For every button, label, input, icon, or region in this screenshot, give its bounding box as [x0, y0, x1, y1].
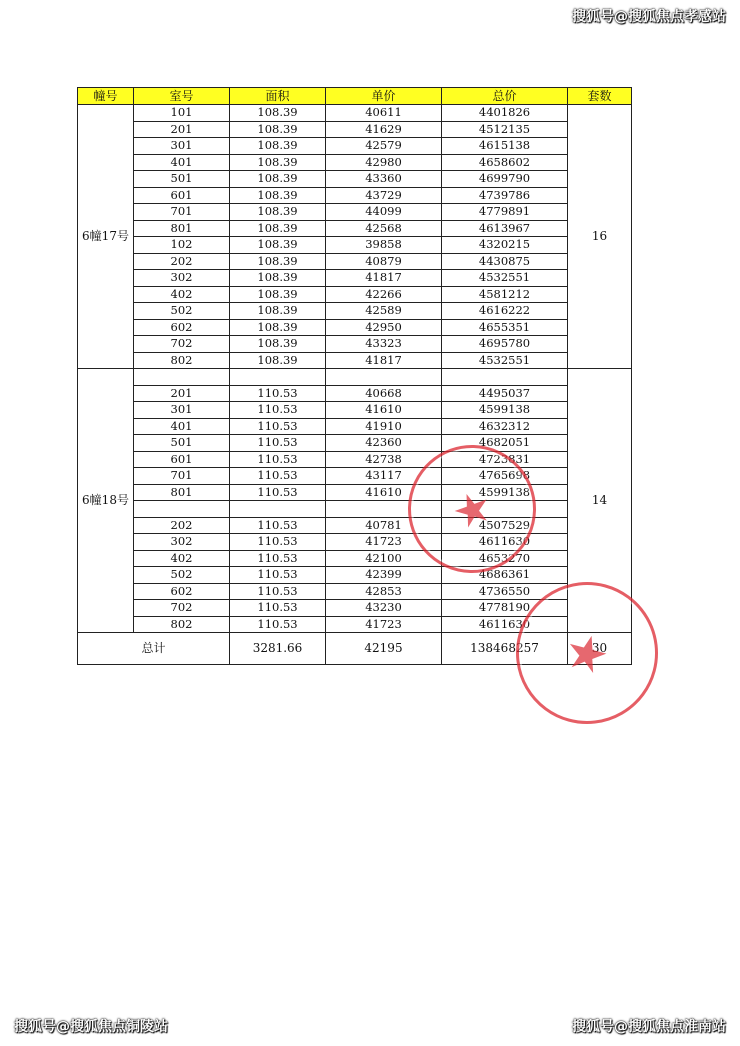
area-cell: 110.53: [230, 435, 326, 452]
table-row: [78, 369, 632, 386]
total-price-cell: 4599138: [442, 402, 568, 419]
room-cell: 801: [134, 484, 230, 501]
total-price-cell: 4778190: [442, 600, 568, 617]
total-price-cell: 4512135: [442, 121, 568, 138]
area-cell: 110.53: [230, 600, 326, 617]
table-row: [78, 468, 632, 485]
total-price-cell: 4653270: [442, 550, 568, 567]
room-cell: 802: [134, 352, 230, 369]
area-cell: 110.53: [230, 550, 326, 567]
table-row: [78, 517, 632, 534]
total-price-cell: 4695780: [442, 336, 568, 353]
area-cell: 110.53: [230, 517, 326, 534]
unit-price-cell: 42399: [326, 567, 442, 584]
unit-price-cell: 42100: [326, 550, 442, 567]
unit-price-cell: [326, 369, 442, 386]
area-cell: 108.39: [230, 237, 326, 254]
seal-star-icon: [449, 486, 495, 532]
unit-price-cell: 41629: [326, 121, 442, 138]
room-cell: 201: [134, 385, 230, 402]
area-cell: 110.53: [230, 385, 326, 402]
total-price-cell: 4739786: [442, 187, 568, 204]
room-cell: 202: [134, 517, 230, 534]
area-cell: 110.53: [230, 534, 326, 551]
room-cell: 401: [134, 154, 230, 171]
room-cell: 802: [134, 616, 230, 633]
room-cell: 301: [134, 138, 230, 155]
watermark-bottom-left: 搜狐号@搜狐焦点铜陵站: [14, 1019, 168, 1035]
area-cell: 110.53: [230, 468, 326, 485]
area-cell: 110.53: [230, 583, 326, 600]
total-total-price: 138468257: [442, 633, 568, 665]
table-row: [78, 534, 632, 551]
count-cell: 14: [568, 369, 632, 633]
area-cell: [230, 369, 326, 386]
total-price-cell: 4736550: [442, 583, 568, 600]
room-cell: 701: [134, 204, 230, 221]
total-unit-price: 42195: [326, 633, 442, 665]
area-cell: 110.53: [230, 567, 326, 584]
room-cell: 401: [134, 418, 230, 435]
header-area: 面积: [230, 88, 326, 105]
unit-price-cell: 42980: [326, 154, 442, 171]
unit-price-cell: 41817: [326, 270, 442, 287]
room-cell: 501: [134, 435, 230, 452]
header-count: 套数: [568, 88, 632, 105]
total-price-cell: 4655351: [442, 319, 568, 336]
room-cell: 302: [134, 270, 230, 287]
room-cell: 601: [134, 187, 230, 204]
table-row: [78, 418, 632, 435]
table-row: [78, 286, 632, 303]
total-price-cell: [442, 369, 568, 386]
unit-price-cell: 42266: [326, 286, 442, 303]
table-row: [78, 220, 632, 237]
total-price-cell: 4495037: [442, 385, 568, 402]
unit-price-cell: 43117: [326, 468, 442, 485]
total-price-cell: 4632312: [442, 418, 568, 435]
room-cell: 502: [134, 303, 230, 320]
table-row: [78, 352, 632, 369]
unit-price-cell: 41723: [326, 616, 442, 633]
area-cell: 110.53: [230, 451, 326, 468]
room-cell: 102: [134, 237, 230, 254]
table-row: [78, 138, 632, 155]
total-price-cell: 4723831: [442, 451, 568, 468]
table-row: [78, 550, 632, 567]
table-row: [78, 402, 632, 419]
area-cell: 110.53: [230, 616, 326, 633]
total-price-cell: 4532551: [442, 352, 568, 369]
area-cell: 108.39: [230, 286, 326, 303]
area-cell: 108.39: [230, 171, 326, 188]
unit-price-cell: 40668: [326, 385, 442, 402]
room-cell: 201: [134, 121, 230, 138]
area-cell: 108.39: [230, 204, 326, 221]
unit-price-cell: 40611: [326, 105, 442, 122]
total-price-cell: 4765698: [442, 468, 568, 485]
unit-price-cell: 42950: [326, 319, 442, 336]
room-cell: 702: [134, 600, 230, 617]
unit-price-cell: 39858: [326, 237, 442, 254]
table-row: [78, 253, 632, 270]
area-cell: 110.53: [230, 484, 326, 501]
area-cell: 108.39: [230, 352, 326, 369]
room-cell: 302: [134, 534, 230, 551]
count-cell: 16: [568, 105, 632, 369]
area-cell: 108.39: [230, 138, 326, 155]
total-price-cell: 4401826: [442, 105, 568, 122]
area-cell: 108.39: [230, 187, 326, 204]
room-cell: 602: [134, 583, 230, 600]
table-row: [78, 270, 632, 287]
total-price-cell: 4507529: [442, 517, 568, 534]
watermark-top-right: 搜狐号@搜狐焦点孝感站: [572, 9, 726, 25]
unit-price-cell: 41817: [326, 352, 442, 369]
area-cell: [230, 501, 326, 518]
area-cell: 108.39: [230, 319, 326, 336]
unit-price-cell: 42738: [326, 451, 442, 468]
unit-price-cell: 40879: [326, 253, 442, 270]
room-cell: 801: [134, 220, 230, 237]
table-row: [78, 484, 632, 501]
total-area: 3281.66: [230, 633, 326, 665]
seal-star-icon: [563, 629, 612, 678]
total-price-cell: 4532551: [442, 270, 568, 287]
building-cell: 6幢17号: [78, 105, 134, 369]
room-cell: 101: [134, 105, 230, 122]
room-cell: 402: [134, 550, 230, 567]
unit-price-cell: 44099: [326, 204, 442, 221]
room-cell: [134, 369, 230, 386]
room-cell: 602: [134, 319, 230, 336]
total-count: 30: [568, 633, 632, 665]
price-table: [77, 87, 632, 665]
area-cell: 108.39: [230, 253, 326, 270]
unit-price-cell: 43360: [326, 171, 442, 188]
unit-price-cell: 42360: [326, 435, 442, 452]
table-row: [78, 385, 632, 402]
total-price-cell: 4320215: [442, 237, 568, 254]
room-cell: 301: [134, 402, 230, 419]
total-price-cell: 4658602: [442, 154, 568, 171]
total-price-cell: 4581212: [442, 286, 568, 303]
unit-price-cell: 41610: [326, 402, 442, 419]
total-price-cell: 4779891: [442, 204, 568, 221]
room-cell: 701: [134, 468, 230, 485]
header-room: 室号: [134, 88, 230, 105]
unit-price-cell: 43323: [326, 336, 442, 353]
area-cell: 108.39: [230, 270, 326, 287]
room-cell: 501: [134, 171, 230, 188]
room-cell: 702: [134, 336, 230, 353]
table-row: [78, 451, 632, 468]
area-cell: 110.53: [230, 402, 326, 419]
table-row: [78, 171, 632, 188]
unit-price-cell: 42568: [326, 220, 442, 237]
unit-price-cell: 43729: [326, 187, 442, 204]
unit-price-cell: 41610: [326, 484, 442, 501]
table-row: [78, 567, 632, 584]
table-row: [78, 187, 632, 204]
header-building: 幢号: [78, 88, 134, 105]
table-row: [78, 303, 632, 320]
watermark-bottom-right: 搜狐号@搜狐焦点淮南站: [572, 1019, 726, 1035]
table-row: [78, 501, 632, 518]
area-cell: 108.39: [230, 121, 326, 138]
room-cell: 601: [134, 451, 230, 468]
unit-price-cell: 40781: [326, 517, 442, 534]
table-row: [78, 435, 632, 452]
header-unit-price: 单价: [326, 88, 442, 105]
table-row: [78, 121, 632, 138]
area-cell: 108.39: [230, 220, 326, 237]
table-row: [78, 336, 632, 353]
room-cell: 202: [134, 253, 230, 270]
total-price-cell: 4616222: [442, 303, 568, 320]
header-total-price: 总价: [442, 88, 568, 105]
area-cell: 108.39: [230, 303, 326, 320]
unit-price-cell: 41723: [326, 534, 442, 551]
area-cell: 108.39: [230, 336, 326, 353]
area-cell: 110.53: [230, 418, 326, 435]
unit-price-cell: 43230: [326, 600, 442, 617]
room-cell: 502: [134, 567, 230, 584]
total-price-cell: 4613967: [442, 220, 568, 237]
total-price-cell: 4430875: [442, 253, 568, 270]
building-cell: 6幢18号: [78, 369, 134, 633]
unit-price-cell: 42579: [326, 138, 442, 155]
area-cell: 108.39: [230, 105, 326, 122]
table-row: [78, 154, 632, 171]
total-price-cell: 4615138: [442, 138, 568, 155]
table-row: [78, 105, 632, 122]
total-label: 总计: [78, 633, 230, 665]
total-price-cell: 4599138: [442, 484, 568, 501]
table-row: [78, 237, 632, 254]
unit-price-cell: 42589: [326, 303, 442, 320]
total-price-cell: 4611630: [442, 616, 568, 633]
total-price-cell: 4686361: [442, 567, 568, 584]
total-price-cell: 4699790: [442, 171, 568, 188]
room-cell: [134, 501, 230, 518]
unit-price-cell: 41910: [326, 418, 442, 435]
table-row: [78, 204, 632, 221]
total-price-cell: 4611630: [442, 534, 568, 551]
unit-price-cell: 42853: [326, 583, 442, 600]
table-header-row: [78, 88, 632, 105]
area-cell: 108.39: [230, 154, 326, 171]
room-cell: 402: [134, 286, 230, 303]
total-price-cell: 4682051: [442, 435, 568, 452]
table-row: [78, 319, 632, 336]
